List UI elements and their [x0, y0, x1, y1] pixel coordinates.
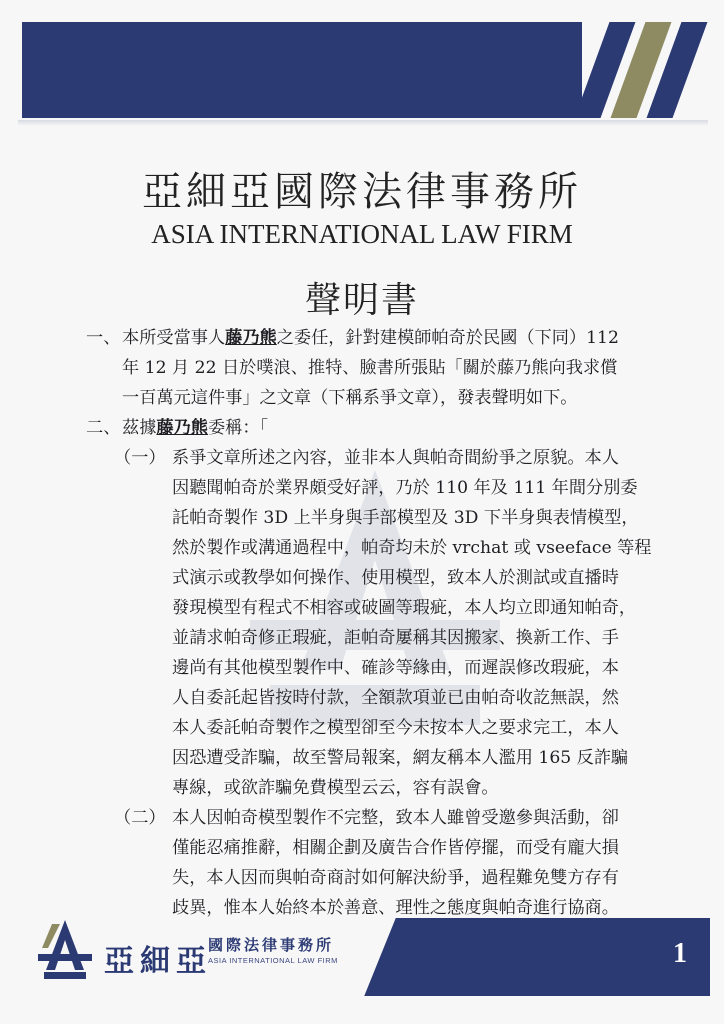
- paragraph-line: 因聽聞帕奇於業界頗受好評，乃於 110 年及 111 年間分別委: [172, 478, 638, 498]
- footer-banner: [360, 918, 710, 996]
- header-shadow: [18, 120, 708, 126]
- item-marker: 一、: [86, 328, 121, 348]
- paragraph-line: [122, 326, 619, 350]
- paragraph-line: 式演示或教學如何操作、使用模型，致本人於測試或直播時: [172, 568, 619, 588]
- page-number: 1: [673, 938, 687, 969]
- document-title: 聲明書: [304, 280, 419, 321]
- paragraph-line: 歧異，惟本人始終本於善意、理性之態度與帕奇進行協商。: [172, 898, 619, 918]
- sub-item-marker: （一）: [114, 448, 166, 468]
- paragraph-line: 專線，或欲詐騙免費模型云云，容有誤會。: [172, 778, 499, 798]
- footer-firm-name-en: ASIA INTERNATIONAL LAW FIRM: [208, 956, 338, 965]
- paragraph-line: 失，本人因而與帕奇商討如何解決紛爭，過程難免雙方存有: [172, 868, 619, 888]
- client-name: 藤乃熊: [225, 328, 277, 348]
- text-span: 之委任，針對建模師帕奇於民國（下同）112: [276, 328, 619, 348]
- paragraph-line: [122, 416, 268, 440]
- paragraph-line: 發現模型有程式不相容或破圖等瑕疵，本人均立即通知帕奇，: [172, 598, 637, 618]
- item-marker: 二、: [86, 418, 121, 438]
- sub-item-marker: （二）: [114, 808, 166, 828]
- paragraph-line: 因恐遭受詐騙，故至警局報案，網友稱本人濫用 165 反詐騙: [172, 748, 629, 768]
- client-name: 藤乃熊: [156, 418, 208, 438]
- text-span: 茲據: [122, 418, 157, 438]
- text-span: 本所受當事人: [122, 328, 226, 348]
- paragraph-line: 系爭文章所述之內容，並非本人與帕奇間紛爭之原貌。本人: [172, 448, 619, 468]
- footer-firm-name-zh: 國際法律事務所: [208, 936, 335, 954]
- paragraph-line: 本人因帕奇模型製作不完整，致本人雖曾受邀參與活動，卻: [172, 808, 619, 828]
- footer-logo-text: 亞細亞: [104, 944, 212, 979]
- paragraph-line: 然於製作或溝通過程中，帕奇均未於 vrchat 或 vseeface 等程: [172, 538, 652, 558]
- paragraph-line: 邊尚有其他模型製作中、確診等緣由，而遲誤修改瑕疵，本: [172, 658, 619, 678]
- firm-logo-icon: [38, 918, 92, 980]
- paragraph-line: 人自委託起皆按時付款，全額款項並已由帕奇收訖無誤，然: [172, 688, 619, 708]
- header-banner: [22, 22, 582, 118]
- firm-name-zh: 亞細亞國際法律事務所: [142, 169, 582, 215]
- paragraph-line: 年 12 月 22 日於噗浪、推特、臉書所張貼「關於藤乃熊向我求償: [122, 358, 618, 378]
- paragraph-line: 僅能忍痛推辭，相關企劃及廣告合作皆停擺，而受有龐大損: [172, 838, 619, 858]
- paragraph-line: 本人委託帕奇製作之模型卻至今未按本人之要求完工，本人: [172, 718, 619, 738]
- paragraph-line: 一百萬元這件事」之文章（下稱系爭文章），發表聲明如下。: [122, 388, 578, 408]
- text-span: 委稱：「: [207, 418, 269, 438]
- paragraph-line: 並請求帕奇修正瑕疵，詎帕奇屢稱其因搬家、換新工作、手: [172, 628, 619, 648]
- firm-name-en: ASIA INTERNATIONAL LAW FIRM: [151, 219, 573, 249]
- paragraph-line: 託帕奇製作 3D 上半身與手部模型及 3D 下半身與表情模型，: [172, 508, 639, 528]
